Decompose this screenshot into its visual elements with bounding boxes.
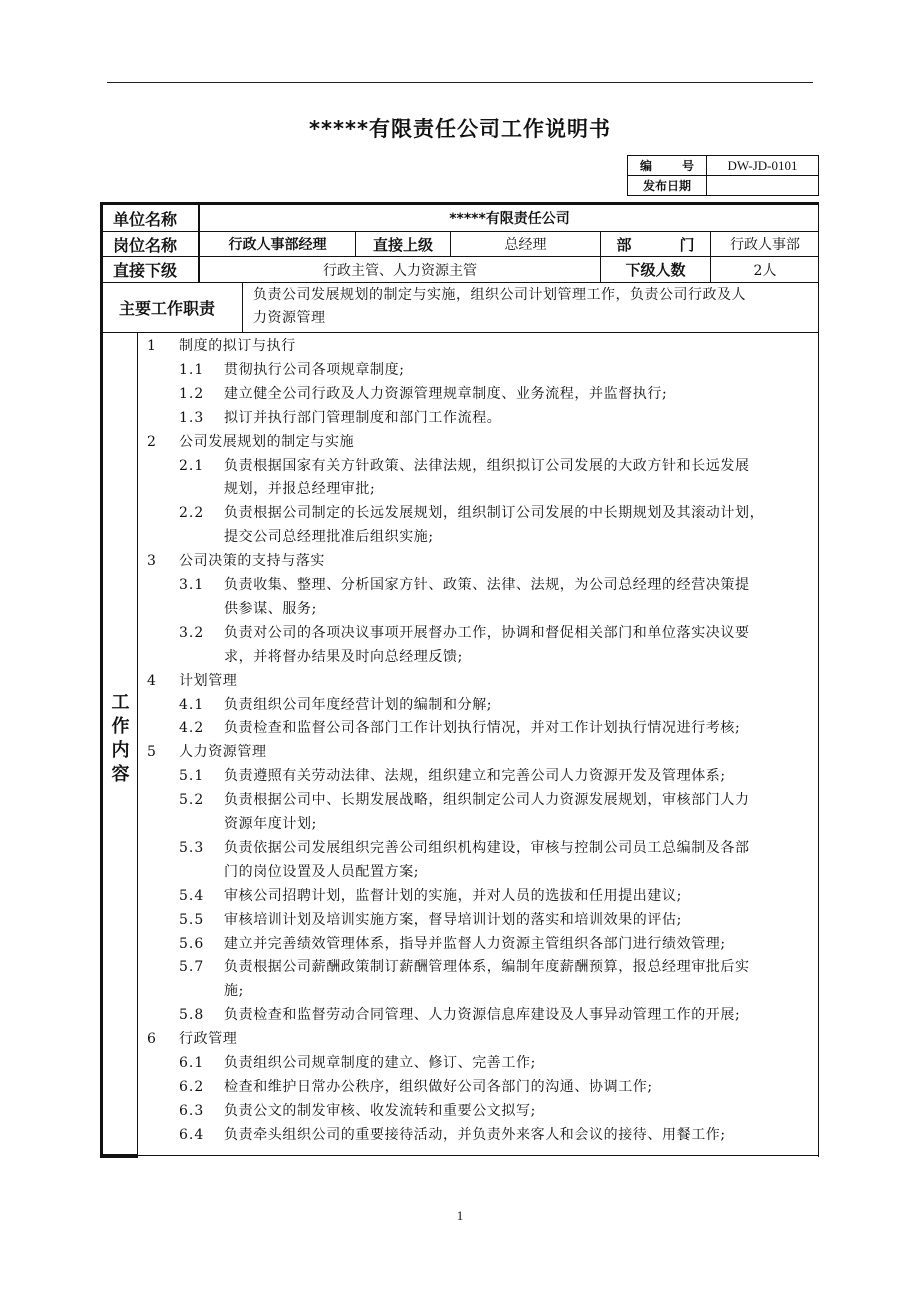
item-number: 5.7 [179,959,205,976]
duty-line: 负责公司发展规划的制定与实施，组织公司计划管理工作，负责公司行政及人 [253,287,746,303]
duty-text [242,283,819,332]
item-text: 负责依据公司发展组织完善公司组织机构建设，审核与控制公司员工总编制及各部 [224,839,750,856]
section-title: 公司决策的支持与落实 [179,553,325,570]
item-number: 6.3 [179,1102,205,1119]
item-number: 5.4 [179,887,205,904]
item-text: 负责根据公司中、长期发展战略，组织制定公司人力资源发展规划，审核部门人力 [224,792,750,809]
item-number: 1.2 [179,385,205,402]
count-label: 下级人数 [600,257,710,282]
item-number: 4.2 [179,720,205,737]
document-title: *****有限责任公司工作说明书 [309,117,611,141]
dept-value: 行政人事部 [710,232,819,256]
subordinate-label: 直接下级 [113,261,178,280]
item-text: 负责公文的制发审核、收发流转和重要公文拟写; [224,1102,536,1119]
item-text: 建立健全公司行政及人力资源管理规章制度、业务流程，并监督执行; [224,385,668,402]
item-number: 2.2 [179,505,205,522]
date-label: 发布日期 [628,176,707,196]
section-number: 1 [147,338,157,354]
item-text-continued: 供参谋、服务; [224,600,317,617]
unit-label: 单位名称 [113,209,178,229]
item-text: 审核公司招聘计划，监督计划的实施，并对人员的选拔和任用提出建议; [224,887,682,904]
item-text-continued: 求，并将督办结果及时向总经理反馈; [224,648,463,665]
document-meta-box [627,155,819,196]
section-title: 制度的拟订与执行 [179,338,296,354]
row-unit [103,205,819,232]
unit-value: *****有限责任公司 [198,205,819,231]
duty-line: 力资源管理 [253,310,326,326]
count-value: 2人 [710,257,819,282]
superior-label: 直接上级 [355,232,450,256]
duty-label: 主要工作职责 [119,299,216,318]
item-text: 拟订并执行部门管理制度和部门工作流程。 [224,409,502,426]
item-text: 建立并完善绩效管理体系，指导并监督人力资源主管组织各部门进行绩效管理; [224,935,726,952]
frame-bottom-thin [138,1155,819,1156]
row-subordinate [103,257,819,283]
item-number: 5.5 [179,911,205,928]
section-number: 5 [147,744,157,761]
section-title: 人力资源管理 [179,744,267,761]
item-text: 审核培训计划及培训实施方案，督导培训计划的落实和培训效果的评估; [224,911,682,928]
item-number: 6.1 [179,1055,205,1071]
row-duty [103,283,819,333]
code-value: DW-JD-0101 [707,156,819,176]
item-text: 负责检查和监督公司各部门工作计划执行情况，并对工作计划执行情况进行考核; [224,720,741,737]
item-number: 4.1 [179,696,205,713]
item-number: 3.1 [179,577,205,593]
item-text: 负责检查和监督劳动合同管理、人力资源信息库建设及人事异动管理工作的开展; [224,1007,741,1024]
section-number: 4 [147,672,157,689]
section-title: 行政管理 [179,1031,238,1048]
code-label: 编 号 [628,156,707,176]
item-number: 1.1 [179,361,205,378]
section-number: 3 [147,553,157,570]
item-text: 负责根据国家有关方针政策、法律法规，组织拟订公司发展的大政方针和长远发展 [224,457,750,474]
item-text-continued: 资源年度计划; [224,816,317,832]
item-number: 5.2 [179,792,205,809]
item-number: 5.3 [179,839,205,856]
item-text: 负责组织公司年度经营计划的编制和分解; [224,696,493,713]
item-text-continued: 门的岗位设置及人员配置方案; [224,863,420,880]
page-number: 1 [456,1208,464,1223]
item-text-continued: 规划，并报总经理审批; [224,481,376,498]
item-number: 2.1 [179,457,205,474]
content-label: 工 作 内 容 [111,692,130,785]
section-number: 2 [147,433,157,450]
section-title: 计划管理 [179,672,238,689]
frame-bottom-thick [100,1154,138,1158]
item-text: 负责遵照有关劳动法律、法规，组织建立和完善公司人力资源开发及管理体系; [224,768,726,785]
item-number: 1.3 [179,409,205,426]
section-title: 公司发展规划的制定与实施 [179,433,355,450]
item-text: 负责根据公司制定的长远发展规划，组织制订公司发展的中长期规划及其滚动计划， [224,505,765,522]
item-text: 贯彻执行公司各项规章制度; [224,361,405,378]
item-text: 负责组织公司规章制度的建立、修订、完善工作; [224,1055,536,1071]
item-number: 3.2 [179,624,205,641]
item-number: 6.2 [179,1078,205,1095]
item-number: 6.4 [179,1126,205,1143]
item-text: 负责收集、整理、分析国家方针、政策、法律、法规，为公司总经理的经营决策提 [224,577,750,593]
date-value [707,176,819,196]
item-text: 负责根据公司薪酬政策制订薪酬管理体系，编制年度薪酬预算，报总经理审批后实 [224,959,750,976]
item-text: 负责牵头组织公司的重要接待活动，并负责外来客人和会议的接待、用餐工作; [224,1126,726,1143]
item-text-continued: 提交公司总经理批准后组织实施; [224,529,434,546]
item-text: 负责对公司的各项决议事项开展督办工作，协调和督促相关部门和单位落实决议要 [224,624,750,641]
section-number: 6 [147,1031,157,1048]
item-text: 检查和维护日常办公秩序，组织做好公司各部门的沟通、协调工作; [224,1078,653,1095]
dept-label: 部 门 [600,232,710,256]
superior-value: 总经理 [450,232,600,256]
content-side-column [103,333,138,1154]
row-post [103,232,819,257]
item-number: 5.8 [179,1007,205,1024]
item-number: 5.1 [179,768,205,785]
item-number: 5.6 [179,935,205,952]
post-value: 行政人事部经理 [198,232,355,256]
subordinate-value: 行政主管、人力资源主管 [198,257,600,282]
item-text-continued: 施; [224,983,244,1000]
top-rule [107,82,813,83]
post-label: 岗位名称 [113,235,178,255]
